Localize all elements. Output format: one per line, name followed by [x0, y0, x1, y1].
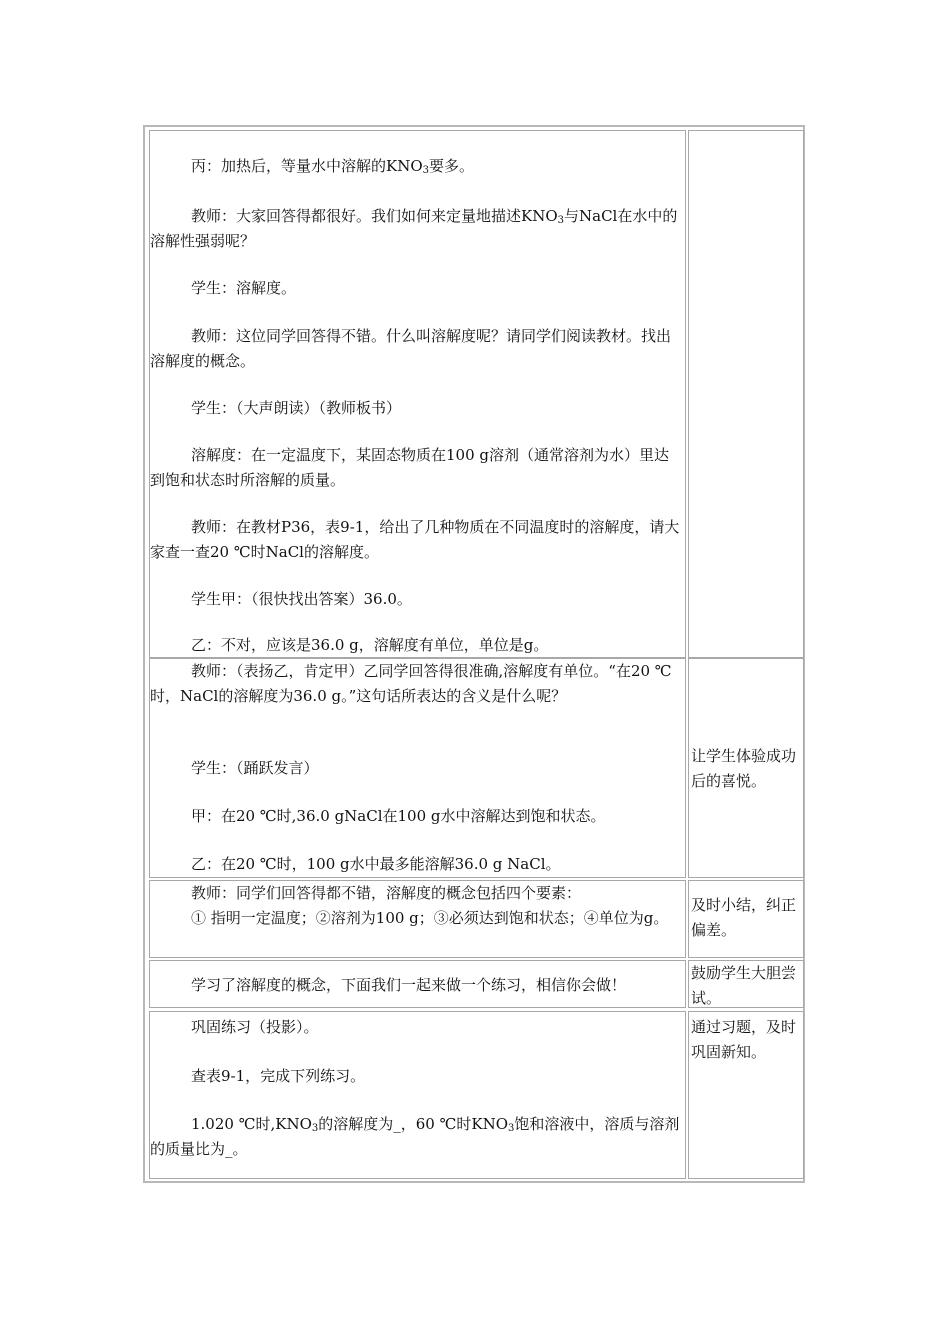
paragraph: 学生：溶解度。: [191, 279, 297, 297]
paragraph: 溶解度：在一定温度下，某固态物质在100 g溶剂（通常溶剂为水）里达到饱和状态时所溶解的质量。: [150, 446, 670, 489]
paragraph: 甲：在20 ℃时,36.0 gNaCl在100 g水中溶解达到饱和状态。: [191, 807, 606, 825]
row-3-content: [149, 880, 686, 958]
row-2-content: [149, 658, 686, 878]
paragraph: 教师：这位同学回答得不错。什么叫溶解度呢？请同学们阅读教材。找出溶解度的概念。: [150, 327, 672, 370]
paragraph: 查表9-1，完成下列练习。: [191, 1067, 366, 1085]
paragraph: 教师：大家回答得都很好。我们如何来定量地描述$KNO_3$与NaCl在水中的溶解性强弱呢？: [150, 207, 678, 250]
paragraph: 学生：（大声朗读）（教师板书）: [191, 399, 402, 417]
paragraph: 丙：加热后，等量水中溶解的$KNO_3$要多。: [191, 157, 475, 176]
paragraph: 教师：（表扬乙，肯定甲）乙同学回答得很准确,溶解度有单位。“在20 ℃时，NaCl的溶解度为36.0 g。”这句话所表达的含义是什么呢？: [150, 662, 672, 705]
row-1-content: [149, 130, 686, 658]
row-1-note: [688, 130, 804, 658]
paragraph: 乙：不对，应该是36.0 g，溶解度有单位，单位是g。: [191, 636, 549, 654]
paragraph: 学生甲：（很快找出答案）36.0。: [191, 590, 412, 608]
paragraph: 巩固练习（投影）。: [191, 1018, 319, 1036]
row-5-note: 通过习题，及时巩固新知。: [688, 1011, 804, 1179]
row-4-note: 鼓励学生大胆尝试。: [688, 960, 804, 1008]
row-4-content: [149, 960, 686, 1008]
row-2-note: 让学生体验成功后的喜悦。: [688, 658, 804, 878]
paragraph: 教师：在教材P36，表9-1，给出了几种物质在不同温度时的溶解度，请大家查一查20 ℃时NaCl的溶解度。: [150, 518, 680, 561]
row-3-note: 及时小结，纠正偏差。: [688, 880, 804, 958]
row-5-content: [149, 1011, 686, 1179]
paragraph: 乙：在20 ℃时，100 g水中最多能溶解36.0 g NaCl。: [191, 855, 561, 873]
paragraph: ① 指明一定温度；②溶剂为100 g；③必须达到饱和状态；④单位为g。: [191, 909, 669, 927]
paragraph: 教师：同学们回答得都不错，溶解度的概念包括四个要素：: [191, 884, 582, 902]
paragraph: 1.020 ℃时$,KNO_3$的溶解度为_，60 ℃时$KNO_3$饱和溶液中，溶质与溶剂的质量比为_。: [150, 1115, 680, 1158]
paragraph: 学生：（踊跃发言）: [191, 759, 319, 777]
paragraph: 学习了溶解度的概念，下面我们一起来做一个练习，相信你会做！: [191, 976, 627, 994]
lesson-table: [143, 125, 805, 1183]
